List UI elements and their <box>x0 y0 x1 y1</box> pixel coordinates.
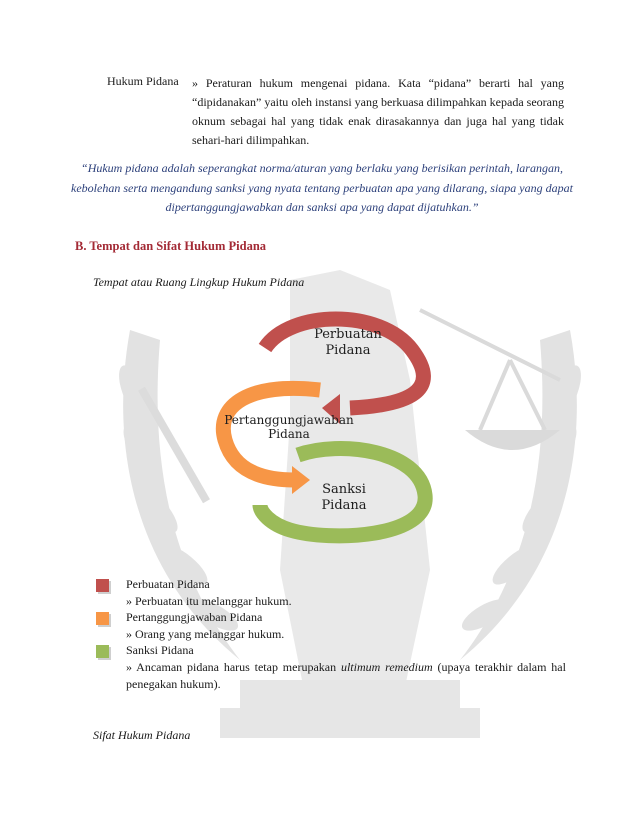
legend-description: » Orang yang melanggar hukum. <box>126 626 285 641</box>
cycle-label-sanksi-line2: Pidana <box>321 498 367 513</box>
cycle-label-pertanggungjawaban <box>224 413 354 441</box>
legend-swatch-red <box>96 579 109 592</box>
legend-item-sanksi <box>96 642 566 692</box>
cycle-label-perbuatan <box>308 327 388 359</box>
legend-item-perbuatan <box>96 576 566 609</box>
legend-description-italic: ultimum remedium <box>340 659 433 674</box>
legend-description-part: (upaya terakhir dalam hal penegakan hukum). <box>126 659 566 691</box>
section-heading: B. Tempat dan Sifat Hukum Pidana <box>75 239 267 253</box>
legend-title: Sanksi Pidana <box>126 643 194 658</box>
legend <box>96 576 566 692</box>
definition-term: Hukum Pidana <box>107 74 179 88</box>
definition-text: » Peraturan hukum mengenai pidana. Kata “pidana” berarti hal yang “dipidanakan” yaitu oleh instansi yang berkuasa dilimpahkan kepada seorang oknum sebagai hal yang tidak enak dirasakannya dan juga hal yang tidak sehari-hari dilimpahkan. <box>192 76 564 147</box>
legend-item-pertanggungjawaban <box>96 609 566 642</box>
legend-description: » Perbuatan itu melanggar hukum. <box>126 593 292 608</box>
cycle-label-pertanggungjawaban-line1: Pertanggungjawaban <box>224 413 354 427</box>
cycle-label-perbuatan-line2: Pidana <box>325 343 371 358</box>
cycle-label-pertanggungjawaban-line2: Pidana <box>268 427 310 441</box>
cycle-label-sanksi <box>304 482 384 514</box>
legend-title: Perbuatan Pidana <box>126 577 210 591</box>
cycle-label-sanksi-line1: Sanksi <box>322 482 366 497</box>
legend-swatch-green <box>96 645 109 658</box>
section-subheading: Tempat atau Ruang Lingkup Hukum Pidana <box>93 275 305 289</box>
legend-description-part: » Ancaman pidana harus tetap merupakan <box>126 659 341 674</box>
footer-subheading: Sifat Hukum Pidana <box>93 728 191 742</box>
legend-swatch-orange <box>96 612 109 625</box>
legend-description <box>126 659 566 692</box>
legend-title: Pertanggungjawaban Pidana <box>126 610 263 625</box>
definition-quote: “Hukum pidana adalah seperangkat norma/aturan yang berlaku yang berisikan perintah, larangan, kebolehan serta mengandung sanksi yang nyata tentang perbuatan apa yang dilarang, siapa yang dapat dipertanggungjawabkan dan sanksi apa yang dapat dijatuhkan.” <box>71 161 573 214</box>
cycle-label-perbuatan-line1: Perbuatan <box>314 327 382 342</box>
